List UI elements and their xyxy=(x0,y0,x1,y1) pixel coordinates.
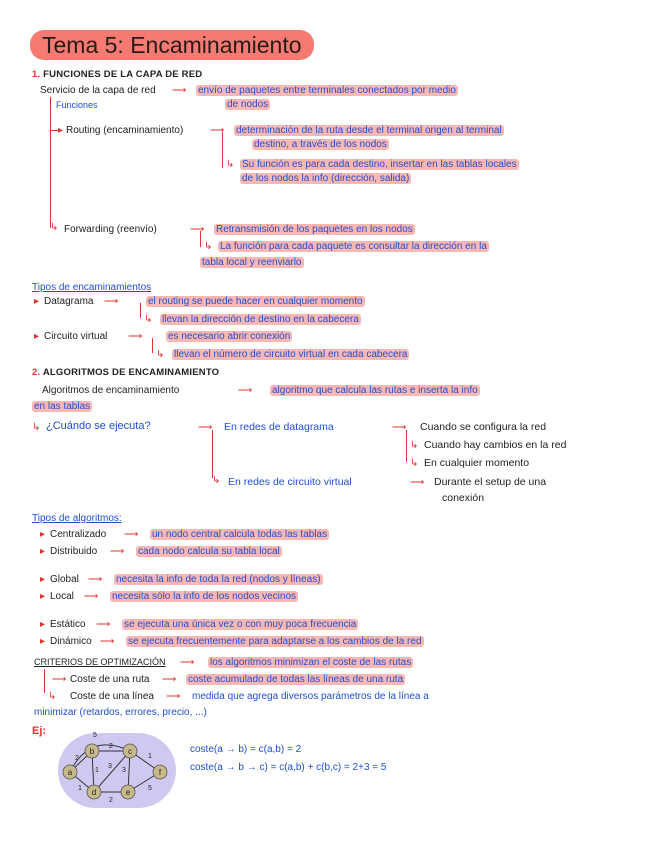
datagrama-case-1: Cuando se configura la red xyxy=(420,421,547,433)
distribuido-label: Distribuido xyxy=(50,546,98,557)
edge-weight-b-c: 2 xyxy=(109,743,113,750)
estatico-def: se ejecuta una única vez o con muy poca frecuencia xyxy=(124,619,357,630)
arrow-icon: ⟶ xyxy=(392,422,407,433)
arrow-icon: ⟶ xyxy=(166,691,181,702)
global-def: necesita la info de toda la red (nodos y líneas) xyxy=(116,574,321,585)
arrow-icon: ⟶ xyxy=(198,422,213,433)
edge-weight-c-f: 1 xyxy=(148,753,152,760)
coste-linea-def-2: minimizar (retardos, errores, precio, ...) xyxy=(34,707,207,718)
circuito-case-1b: conexión xyxy=(442,492,485,504)
triangle-icon: ▸ xyxy=(40,574,46,585)
local-def: necesita sólo la info de los nodos vecinos xyxy=(112,591,297,602)
arrow-icon: ⟶ xyxy=(410,477,425,488)
arrow-icon: ↳ xyxy=(156,349,165,360)
section-2-number: 2. xyxy=(32,367,41,378)
arrow-icon: ⟶ xyxy=(172,85,187,96)
edge-weight-a-d: 1 xyxy=(78,785,82,792)
arrow-icon: ↳ xyxy=(48,691,57,702)
algoritmos-label: Algoritmos de encaminamiento xyxy=(42,385,180,396)
arrow-icon: ⟶ xyxy=(88,574,103,585)
arrow-icon: ↳ xyxy=(50,222,59,233)
local-label: Local xyxy=(50,591,74,602)
arrow-icon: ⟶ xyxy=(180,657,195,668)
routing-label: Routing (encaminamiento) xyxy=(66,125,184,136)
servicio-def-line1: envío de paquetes entre terminales conectados por medio xyxy=(198,85,456,96)
global-label: Global xyxy=(50,574,79,585)
circuito-def-2: llevan el número de circuito virtual en cada cabecera xyxy=(174,349,408,360)
edge-a-c xyxy=(70,745,130,772)
circuito-label: Circuito virtual xyxy=(44,331,108,342)
arrow-icon: ↳ xyxy=(204,241,213,252)
routing-def-line1: determinación de la ruta desde el terminal origen al terminal xyxy=(236,125,502,136)
estatico-label: Estático xyxy=(50,619,86,630)
arrow-icon: ⟶ xyxy=(190,224,205,235)
arrow-icon: ⟶ xyxy=(96,619,111,630)
arrow-icon: ⟶ xyxy=(124,529,139,540)
triangle-icon: ▸ xyxy=(34,331,40,342)
coste-linea-label: Coste de una línea xyxy=(70,691,154,702)
criterios-def: los algoritmos minimizan el coste de las rutas xyxy=(210,657,412,668)
cuando-label: ¿Cuándo se ejecuta? xyxy=(46,420,151,432)
coste-linea-def-1: medida que agrega diversos parámetros de la línea a xyxy=(192,691,429,702)
section-1-title: FUNCIONES DE LA CAPA DE RED xyxy=(43,69,203,80)
circuito-def-1: es necesario abrir conexión xyxy=(168,331,291,342)
coste-ruta-label: Coste de una ruta xyxy=(70,674,150,685)
routing-func-line2: de los nodos la info (dirección, salida) xyxy=(242,173,410,184)
arrow-icon: ⟶ xyxy=(238,385,253,396)
circuito-case-1a: Durante el setup de una xyxy=(434,476,547,488)
tipos-algoritmos-label: Tipos de algoritmos: xyxy=(32,513,122,524)
dinamico-label: Dinámico xyxy=(50,636,92,647)
dinamico-def: se ejecuta frecuentemente para adaptarse a los cambios de la red xyxy=(128,636,422,647)
node-c-label: c xyxy=(128,747,132,756)
coste-ruta-def: coste acumulado de todas las líneas de una ruta xyxy=(188,674,404,685)
edge-weight-d-e: 2 xyxy=(109,797,113,804)
routing-func-line1: Su función es para cada destino, insertar en las tablas locales xyxy=(242,159,517,170)
ejemplo-eq-2: coste(a → b → c) = c(a,b) + c(b,c) = 2+3 = 5 xyxy=(190,762,387,773)
node-e-label: e xyxy=(125,788,131,797)
algoritmos-def-2: en las tablas xyxy=(34,401,91,412)
triangle-icon: ▸ xyxy=(40,636,46,647)
criterios-label: CRITERIOS DE OPTIMIZACIÓN xyxy=(34,657,166,667)
forwarding-label: Forwarding (reenvío) xyxy=(64,224,157,235)
arrow-icon: ↳ xyxy=(32,422,41,433)
arrow-icon: ⟶ xyxy=(210,125,225,136)
triangle-icon: ▸ xyxy=(40,591,46,602)
forwarding-func-line1: La función para cada paquete es consultar la dirección en la xyxy=(220,241,487,252)
node-a-label: a xyxy=(67,768,73,777)
ejemplo-eq-1: coste(a → b) = c(a,b) = 2 xyxy=(190,744,302,755)
triangle-icon: ▸ xyxy=(58,125,64,136)
edge-weight-b-d: 1 xyxy=(95,767,99,774)
datagrama-def-2: llevan la dirección de destino en la cabecera xyxy=(162,314,359,325)
arrow-icon: ↳ xyxy=(410,458,419,469)
centralizado-def: un nodo central calcula todas las tablas xyxy=(152,529,328,540)
node-d-label: d xyxy=(91,788,97,797)
centralizado-label: Centralizado xyxy=(50,529,107,540)
section-1-number: 1. xyxy=(32,69,41,80)
datagrama-case-3: En cualquier momento xyxy=(424,457,530,469)
triangle-icon: ▸ xyxy=(34,296,40,307)
arrow-icon: ⟶ xyxy=(100,636,115,647)
triangle-icon: ▸ xyxy=(40,529,46,540)
node-f-label: f xyxy=(158,768,162,777)
redes-circuito-label: En redes de circuito virtual xyxy=(228,476,352,488)
triangle-icon: ▸ xyxy=(40,546,46,557)
arrow-icon: ↳ xyxy=(212,475,221,486)
servicio-def-line2: de nodos xyxy=(227,99,269,110)
distribuido-def: cada nodo calcula su tabla local xyxy=(138,546,280,557)
ejemplo-label: Ej: xyxy=(32,725,47,737)
arrow-icon: ⟶ xyxy=(128,331,143,342)
datagrama-case-2: Cuando hay cambios en la red xyxy=(424,439,567,451)
edge-weight-c-e: 3 xyxy=(122,767,126,774)
page-title: Tema 5: Encaminamiento xyxy=(30,30,314,60)
arrow-icon: ⟶ xyxy=(104,296,119,307)
forwarding-func-line2: tabla local y reenviarlo xyxy=(202,257,302,268)
arrow-icon: ↳ xyxy=(144,314,153,325)
arrow-icon: ↳ xyxy=(226,159,235,170)
node-b-label: b xyxy=(89,747,95,756)
arrow-icon: ⟶ xyxy=(162,674,177,685)
algoritmos-def-1: algoritmo que calcula las rutas e inserta la info xyxy=(272,385,478,396)
edge-weight-c-d: 3 xyxy=(108,763,112,770)
arrow-icon: ↳ xyxy=(410,440,419,451)
triangle-icon: ▸ xyxy=(40,619,46,630)
arrow-icon: ⟶ xyxy=(84,591,99,602)
funciones-label: Funciones xyxy=(56,100,98,110)
datagrama-def-1: el routing se puede hacer en cualquier momento xyxy=(148,296,363,307)
routing-def-line2: destino, a través de los nodos xyxy=(254,139,387,150)
forwarding-def-line1: Retransmisión de los paquetes en los nodos xyxy=(216,224,413,235)
edge-weight-a-b: 2 xyxy=(75,755,79,762)
tipos-encaminamiento-label: Tipos de encaminamientos xyxy=(32,282,152,293)
section-2-title: ALGORITMOS DE ENCAMINAMIENTO xyxy=(42,367,220,378)
edge-weight-a-c: 5 xyxy=(93,732,97,739)
arrow-icon: ⟶ xyxy=(110,546,125,557)
datagrama-label: Datagrama xyxy=(44,296,94,307)
edge-weight-e-f: 5 xyxy=(148,785,152,792)
arrow-icon: ⟶ xyxy=(52,674,67,685)
redes-datagrama-label: En redes de datagrama xyxy=(224,421,334,433)
servicio-label: Servicio de la capa de red xyxy=(40,85,156,96)
